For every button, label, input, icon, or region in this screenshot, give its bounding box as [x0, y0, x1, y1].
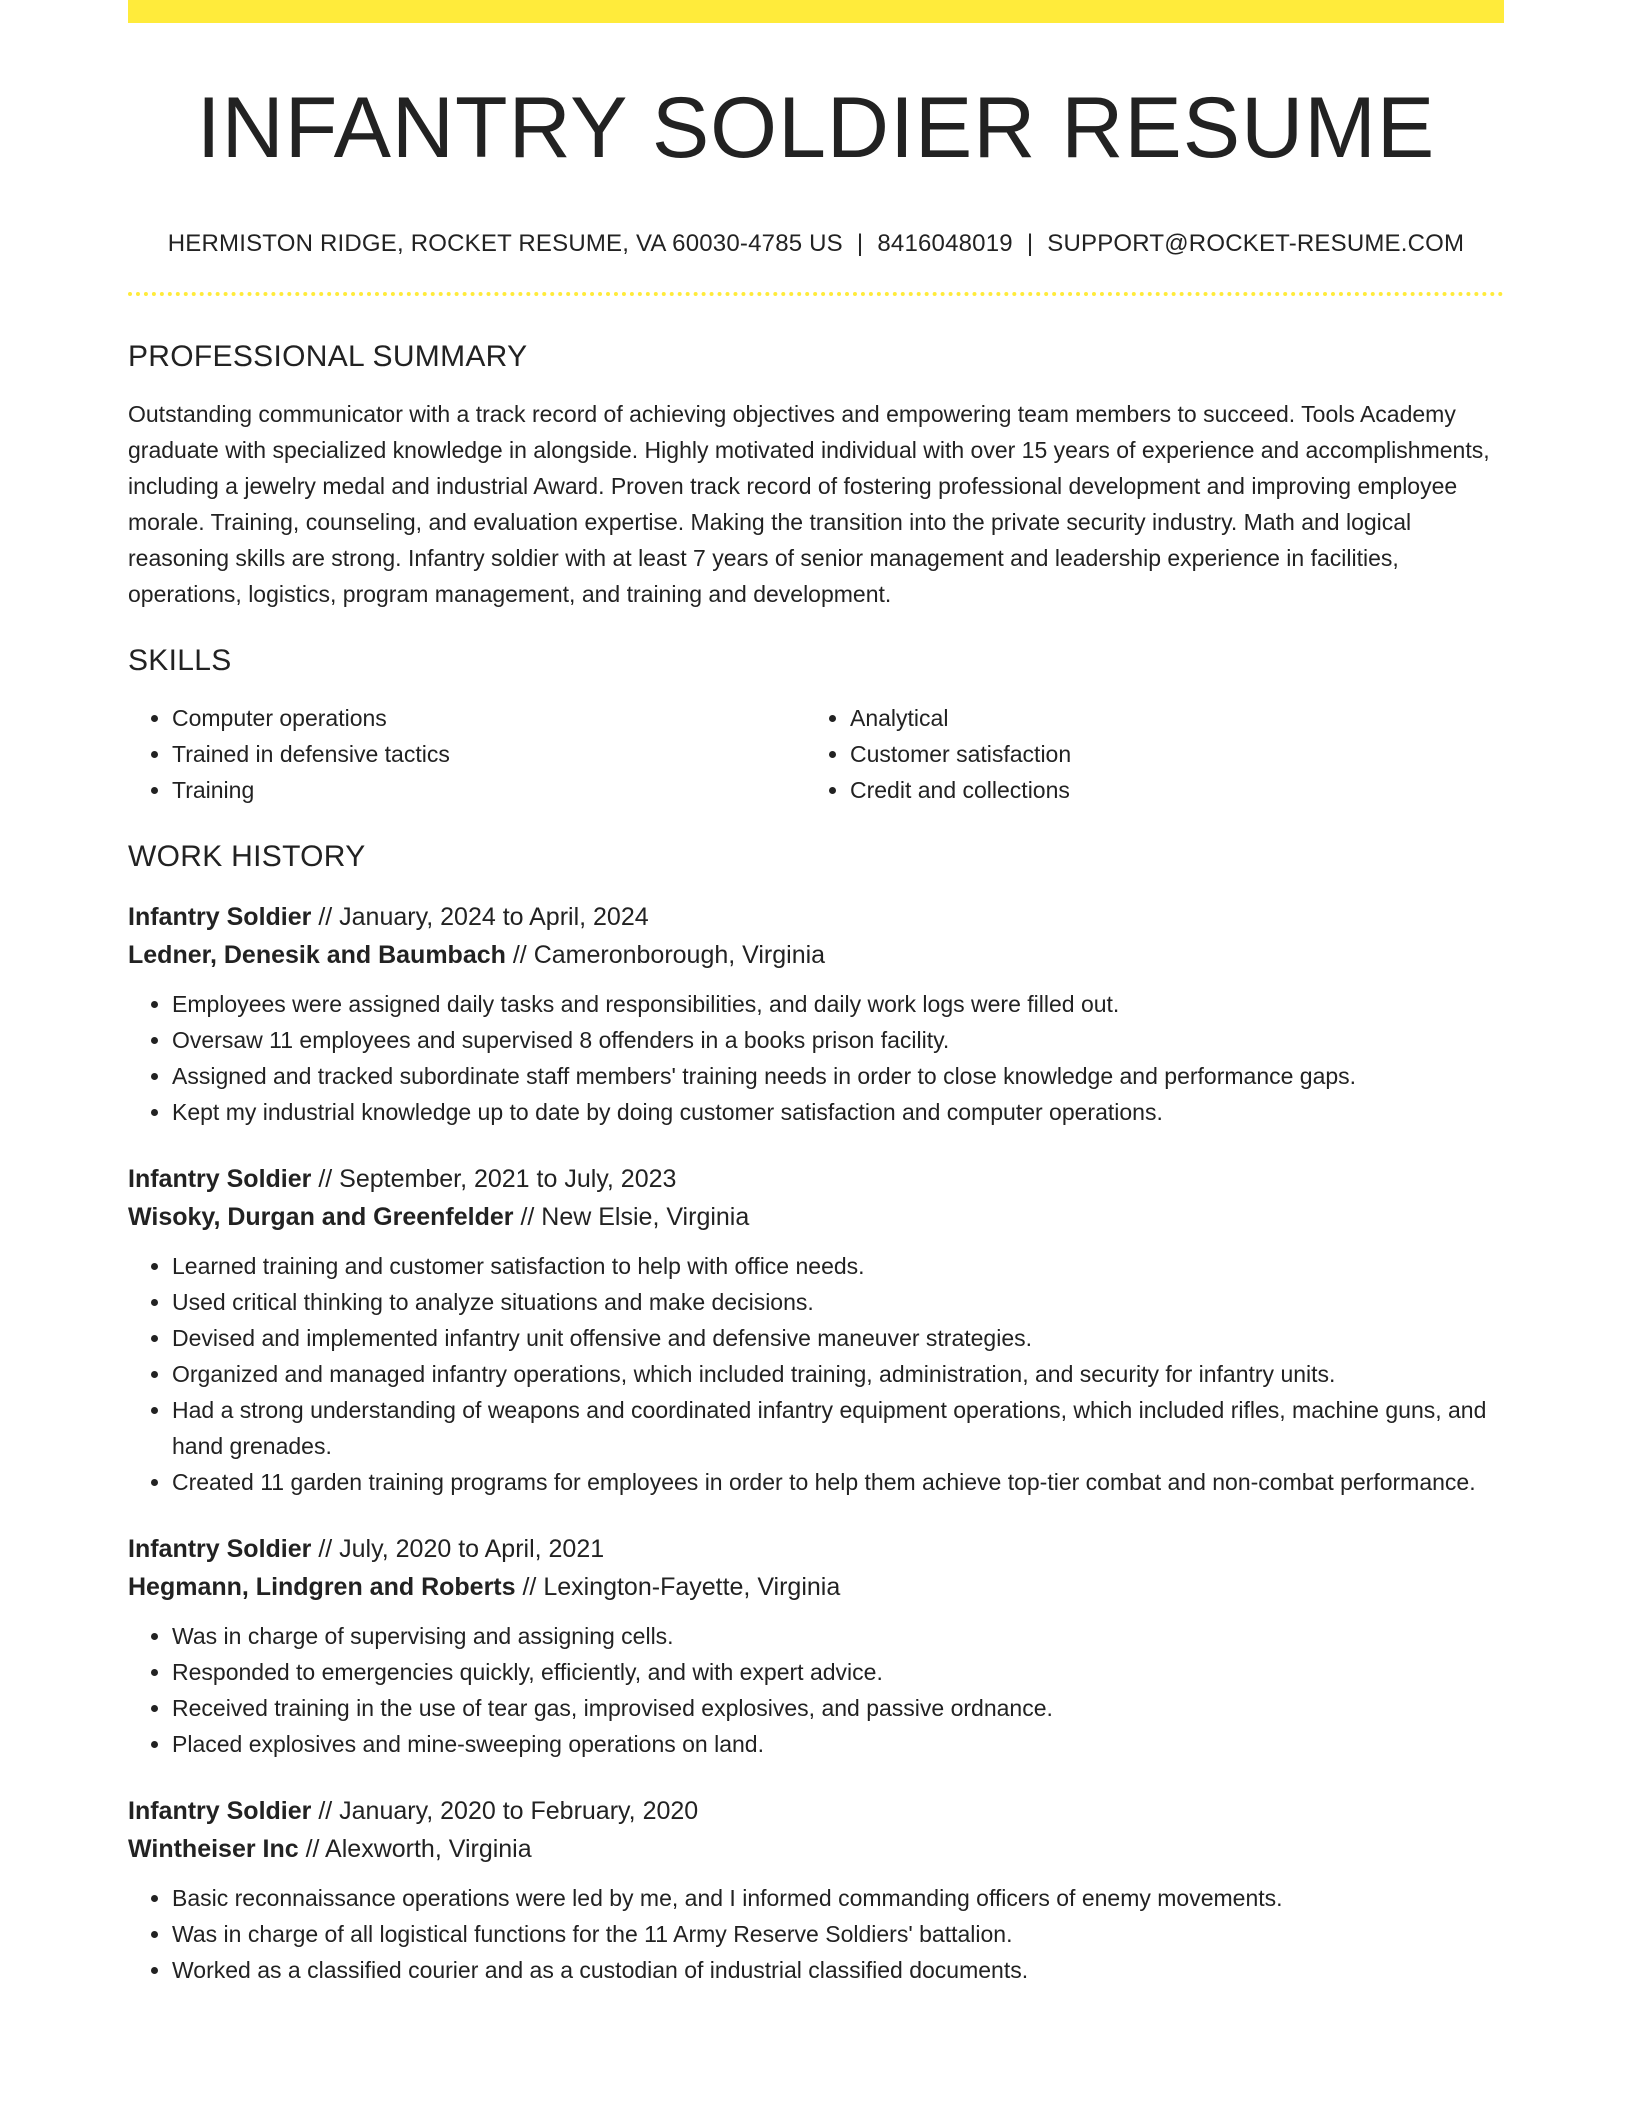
accent-top-bar — [128, 0, 1504, 23]
job-bullets — [128, 1248, 1504, 1500]
dotted-divider — [128, 292, 1504, 296]
job-bullet: • Organized and managed infantry operations, which included training, administration, and security for infantry units. — [172, 1356, 1504, 1392]
job-bullet: • Was in charge of supervising and assigning cells. — [172, 1618, 1504, 1654]
job-company: Hegmann, Lindgren and Roberts — [128, 1572, 516, 1601]
contact-phone: 8416048019 — [877, 229, 1013, 257]
job-bullet: • Placed explosives and mine-sweeping operations on land. — [172, 1726, 1504, 1762]
job-dates: // January, 2024 to April, 2024 — [311, 902, 649, 931]
summary-heading: PROFESSIONAL SUMMARY — [128, 339, 528, 373]
skills-column-left — [128, 700, 806, 808]
job-location: // New Elsie, Virginia — [513, 1202, 750, 1231]
skills-heading: SKILLS — [128, 643, 232, 677]
job-company: Ledner, Denesik and Baumbach — [128, 940, 506, 969]
job-bullet: • Used critical thinking to analyze situations and make decisions. — [172, 1284, 1504, 1320]
job-company-line — [128, 1568, 1504, 1606]
contact-line — [128, 230, 1504, 258]
job-entry — [128, 1160, 1504, 1500]
job-bullet: • Responded to emergencies quickly, efficiently, and with expert advice. — [172, 1654, 1504, 1690]
job-company-line — [128, 936, 1504, 974]
skill-item: • Trained in defensive tactics — [172, 736, 806, 772]
job-bullets — [128, 986, 1504, 1130]
job-bullet: • Kept my industrial knowledge up to date by doing customer satisfaction and computer operations. — [172, 1094, 1504, 1130]
job-bullet: • Oversaw 11 employees and supervised 8 offenders in a books prison facility. — [172, 1022, 1504, 1058]
skill-item: • Credit and collections — [850, 772, 1450, 808]
job-entry — [128, 1530, 1504, 1762]
job-bullets — [128, 1618, 1504, 1762]
job-title: Infantry Soldier — [128, 1796, 312, 1825]
job-bullet: • Was in charge of all logistical functions for the 11 Army Reserve Soldiers' battalion. — [172, 1916, 1504, 1952]
job-bullet: • Basic reconnaissance operations were led by me, and I informed commanding officers of enemy movements. — [172, 1880, 1504, 1916]
job-title-line — [128, 1530, 1504, 1568]
job-bullet: • Worked as a classified courier and as a custodian of industrial classified documents. — [172, 1952, 1504, 1988]
job-bullet: • Assigned and tracked subordinate staff members' training needs in order to close knowledge and performance gaps. — [172, 1058, 1504, 1094]
job-location: // Cameronborough, Virginia — [505, 940, 826, 969]
resume-title: INFANTRY SOLDIER RESUME — [196, 80, 1436, 176]
job-entry — [128, 898, 1504, 1130]
contact-separator: | — [1026, 229, 1034, 257]
skill-item: • Customer satisfaction — [850, 736, 1450, 772]
job-entry — [128, 1792, 1504, 1988]
job-bullet: • Created 11 garden training programs for employees in order to help them achieve top-tier combat and non-combat performance. — [172, 1464, 1504, 1500]
job-dates: // July, 2020 to April, 2021 — [311, 1534, 605, 1563]
job-company: Wisoky, Durgan and Greenfelder — [128, 1202, 514, 1231]
job-bullet: • Learned training and customer satisfaction to help with office needs. — [172, 1248, 1504, 1284]
job-bullets — [128, 1880, 1504, 1988]
job-location: // Lexington-Fayette, Virginia — [515, 1572, 841, 1601]
job-bullet: • Received training in the use of tear gas, improvised explosives, and passive ordnance. — [172, 1690, 1504, 1726]
skill-item: • Training — [172, 772, 806, 808]
contact-separator: | — [856, 229, 864, 257]
contact-email: SUPPORT@ROCKET-RESUME.COM — [1047, 229, 1465, 257]
job-title: Infantry Soldier — [128, 1164, 312, 1193]
skill-item: • Analytical — [850, 700, 1450, 736]
job-title: Infantry Soldier — [128, 902, 312, 931]
job-title: Infantry Soldier — [128, 1534, 312, 1563]
work-history-heading: WORK HISTORY — [128, 839, 366, 873]
summary-text: Outstanding communicator with a track record of achieving objectives and empowering team members to succeed. Tools Academy graduate with specialized knowledge in alongside. Highly motivated individual with over 15 years of experience and accomplishments, including a jewelry medal and industrial Award. Proven track record of fostering professional development and improving employee morale. Training, counseling, and evaluation expertise. Making the transition into the private security industry. Math and logical reasoning skills are strong. Infantry soldier with at least 7 years of senior management and leadership experience in facilities, operations, logistics, program management, and training and development. — [128, 400, 1490, 607]
job-dates: // September, 2021 to July, 2023 — [311, 1164, 677, 1193]
resume-page — [128, 0, 1504, 1988]
job-company: Wintheiser Inc — [128, 1834, 299, 1863]
job-dates: // January, 2020 to February, 2020 — [311, 1796, 699, 1825]
skills-column-right — [806, 700, 1450, 808]
job-title-line — [128, 1160, 1504, 1198]
contact-address: HERMISTON RIDGE, ROCKET RESUME, VA 60030-4785 US — [167, 229, 843, 257]
job-title-line — [128, 898, 1504, 936]
job-company-line — [128, 1198, 1504, 1236]
job-location: // Alexworth, Virginia — [298, 1834, 532, 1863]
job-title-line — [128, 1792, 1504, 1830]
skill-item: • Computer operations — [172, 700, 806, 736]
job-bullet: • Employees were assigned daily tasks and responsibilities, and daily work logs were filled out. — [172, 986, 1504, 1022]
job-company-line — [128, 1830, 1504, 1868]
job-bullet: • Had a strong understanding of weapons and coordinated infantry equipment operations, which included rifles, machine guns, and hand grenades. — [172, 1392, 1504, 1464]
job-bullet: • Devised and implemented infantry unit offensive and defensive maneuver strategies. — [172, 1320, 1504, 1356]
skills-list — [128, 700, 1504, 808]
